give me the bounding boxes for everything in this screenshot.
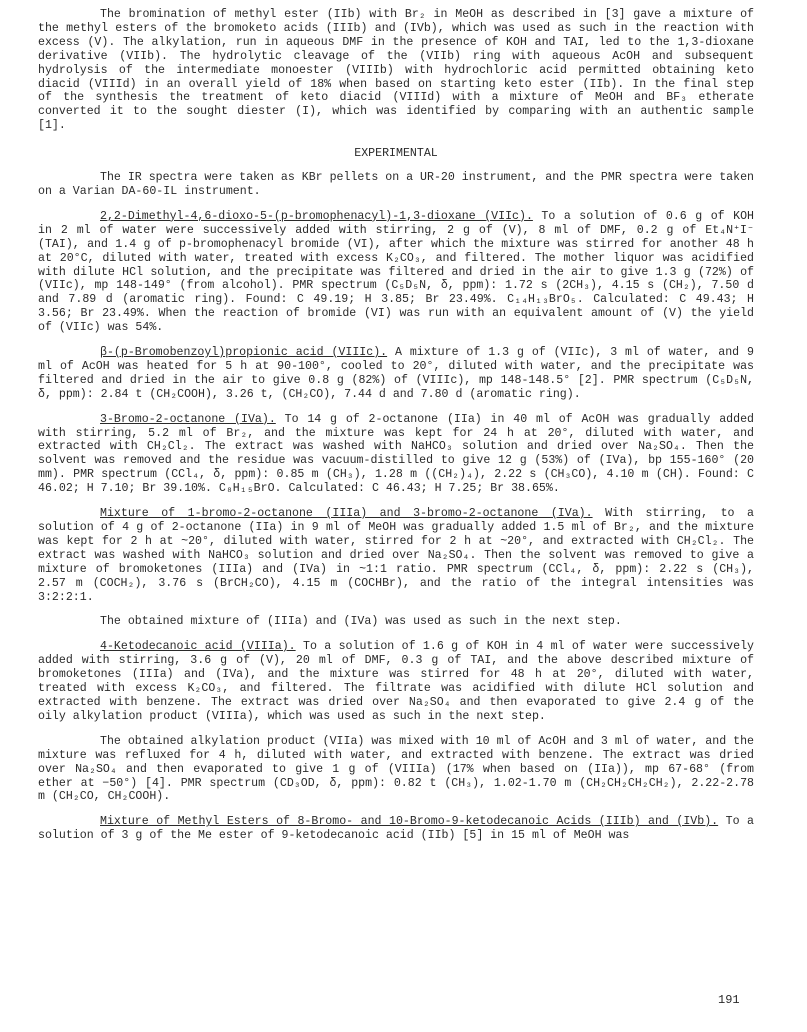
- procedure-title: 2,2-Dimethyl-4,6-dioxo-5-(p-bromophenacyl)-1,3-dioxane (VIIc).: [100, 209, 533, 223]
- procedure-title: Mixture of Methyl Esters of 8-Bromo- and 10-Bromo-9-ketodecanoic Acids (IIIb) and (IVb).: [100, 815, 719, 829]
- procedure-body: A mixture of 1.3 g of (VIIc), 3 ml of water, and 9 ml of AcOH was heated for 5 h at 90-100°, cooled to 20°, diluted with water, and the precipitate was filtered and dried in the air to give 0.8 g (82%) of (VIIIc), mp 148-148.5° [2]. PMR spectrum (C₅D₅N, δ, ppm): 2.84 t (CH₂COOH), 3.26 t, (CH₂CO), 7.44 d and 7.80 d (aromatic ring).: [38, 346, 754, 401]
- procedure-title: 3-Bromo-2-octanone (IVa).: [100, 412, 276, 426]
- procedure-viiia: [38, 640, 754, 723]
- procedure-vIIc: [38, 210, 754, 335]
- procedure-title: β-(p-Bromobenzoyl)propionic acid (VIIIc).: [100, 346, 388, 360]
- page-number: 191: [718, 993, 740, 1007]
- procedure-body: To a solution of 3 g of the Me ester of 9-ketodecanoic acid (IIb) [5] in 15 ml of MeOH was: [38, 815, 754, 843]
- procedure-iva: [38, 413, 754, 496]
- section-heading: EXPERIMENTAL: [354, 147, 438, 161]
- procedure-vIIIc: [38, 346, 754, 402]
- procedure-body: The obtained alkylation product (VIIa) was mixed with 10 ml of AcOH and 3 ml of water, and the mixture was refluxed for 4 h, diluted with water, and extracted with benzene. The extract was dried over Na₂SO₄ and then evaporated to give 1 g of (VIIIa) (17% when based on (IIa)), mp 67-68° (from ether at −50°) [4]. PMR spectrum (CD₃OD, δ, ppm): 0.82 t (CH₃), 1.02-1.70 m (CH₂CH₂CH₂CH₂), 2.22-2.78 m (CH₂CO, CH₂COOH).: [38, 734, 754, 804]
- procedure-alkylation-hydrolysis: [38, 735, 754, 805]
- procedure-methyl-esters: [38, 815, 754, 843]
- procedure-note: [38, 615, 754, 629]
- procedure-body: With stirring, to a solution of 4 g of 2-octanone (IIa) in 9 ml of MeOH was gradually added 1.5 ml of Br₂, and the mixture was kept for 2 h at ~20°, diluted with water, stirred for 2 h at ~20°, and extracted with CH₂Cl₂. The extract was washed with NaHCO₃ solution and dried over Na₂SO₄. Then the solvent was removed to give a mixture of bromoketones (IIIa) and (IVa) in ~1:1 ratio. PMR spectrum (CCl₄, δ, ppm): 2.22 s (CH₃), 2.57 m (COCH₂), 3.76 s (BrCH₂CO), 4.15 m (COCHBr), and the ratio of the integral intensities was 3:2:2:1.: [38, 507, 754, 604]
- procedure-mixture-iiia-iva: [38, 507, 754, 604]
- procedure-title: Mixture of 1-bromo-2-octanone (IIIa) and 3-bromo-2-octanone (IVa).: [100, 507, 593, 521]
- procedure-body: The obtained mixture of (IIIa) and (IVa) was used as such in the next step.: [100, 615, 622, 629]
- document-page: [38, 8, 754, 854]
- procedure-body: To a solution of 1.6 g of KOH in 4 ml of water were successively added with stirring, 3.6 g of (V), 20 ml of DMF, 0.3 g of TAI, and the above described mixture of bromoketones (IIIa) and (IVa), and the mixture was stirred for 48 h at 20°, diluted with water, treated with excess K₂CO₃, and filtered. The filtrate was acidified with dilute HCl solution and extracted with benzene. The extract was dried over Na₂SO₄ and then evaporated to give 2.4 g of the oily alkylation product (VIIIa), which was used as such in the next step.: [38, 640, 754, 723]
- procedure-title: 4-Ketodecanoic acid (VIIIa).: [100, 640, 296, 654]
- methods-paragraph: The IR spectra were taken as KBr pellets on a UR-20 instrument, and the PMR spectra were taken on a Varian DA-60-IL instrument.: [38, 171, 754, 198]
- procedure-body: To a solution of 0.6 g of KOH in 2 ml of water were successively added with stirring, 2 g of (V), 8 ml of DMF, 0.2 g of Et₄N⁺I⁻ (TAI), and 1.4 g of p-bromophenacyl bromide (VI), after which the mixture was stirred for another 48 h at 20°C, diluted with water, treated with excess K₂CO₃, and filtered. The mother liquor was acidified with dilute HCl solution, and the precipitate was filtered and dried in the air to give 1.3 g (72%) of (VIIc), mp 148-149° (from alcohol). PMR spectrum (C₅D₅N, δ, ppm): 1.72 s (2CH₃), 4.15 s (CH₂), 7.50 d and 7.89 d (aromatic ring). Found: C 49.19; H 3.85; Br 23.49%. C₁₄H₁₃BrO₅. Calculated: C 49.43; H 3.56; Br 23.49%. When the reaction of bromide (VI) was run with an equivalent amount of (V) the yield of (VIIc) was 54%.: [38, 209, 755, 335]
- intro-paragraph: The bromination of methyl ester (IIb) with Br₂ in MeOH as described in [3] gave a mixture of the methyl esters of the bromoketo acids (IIIb) and (IVb), which was used as such in the reaction with excess (V). The alkylation, run in aqueous DMF in the presence of KOH and TAI, led to the 1,3-dioxane derivative (VIIb). The hydrolytic cleavage of the (VIIb) ring with aqueous AcOH and subsequent hydrolysis of the intermediate monoester (VIIIb) with hydrochloric acid permitted obtaining keto diacid (VIIId) in an overall yield of 18% when based on starting keto ester (IIb). In the final step of the synthesis the treatment of keto diacid (VIIId) with a mixture of MeOH and BF₃ etherate converted it to the sought diester (I), which was identified by comparing with an authentic sample [1].: [38, 8, 754, 133]
- procedure-body: To 14 g of 2-octanone (IIa) in 40 ml of AcOH was gradually added with stirring, 5.2 ml of Br₂, and the mixture was kept for 24 h at 20°, diluted with water, and extracted with CH₂Cl₂. The extract was washed with NaHCO₃ solution and dried over Na₂SO₄. Then the solvent was removed and the residue was vacuum-distilled to give 12 g (53%) of (IVa), bp 155-160° (20 mm). PMR spectrum (CCl₄, δ, ppm): 0.85 m (CH₃), 1.28 m ((CH₂)₄), 2.22 s (CH₃CO), 4.10 m (CH). Found: C 46.02; H 7.10; Br 39.10%. C₈H₁₅BrO. Calculated: C 46.43; H 7.25; Br 38.65%.: [38, 412, 754, 496]
